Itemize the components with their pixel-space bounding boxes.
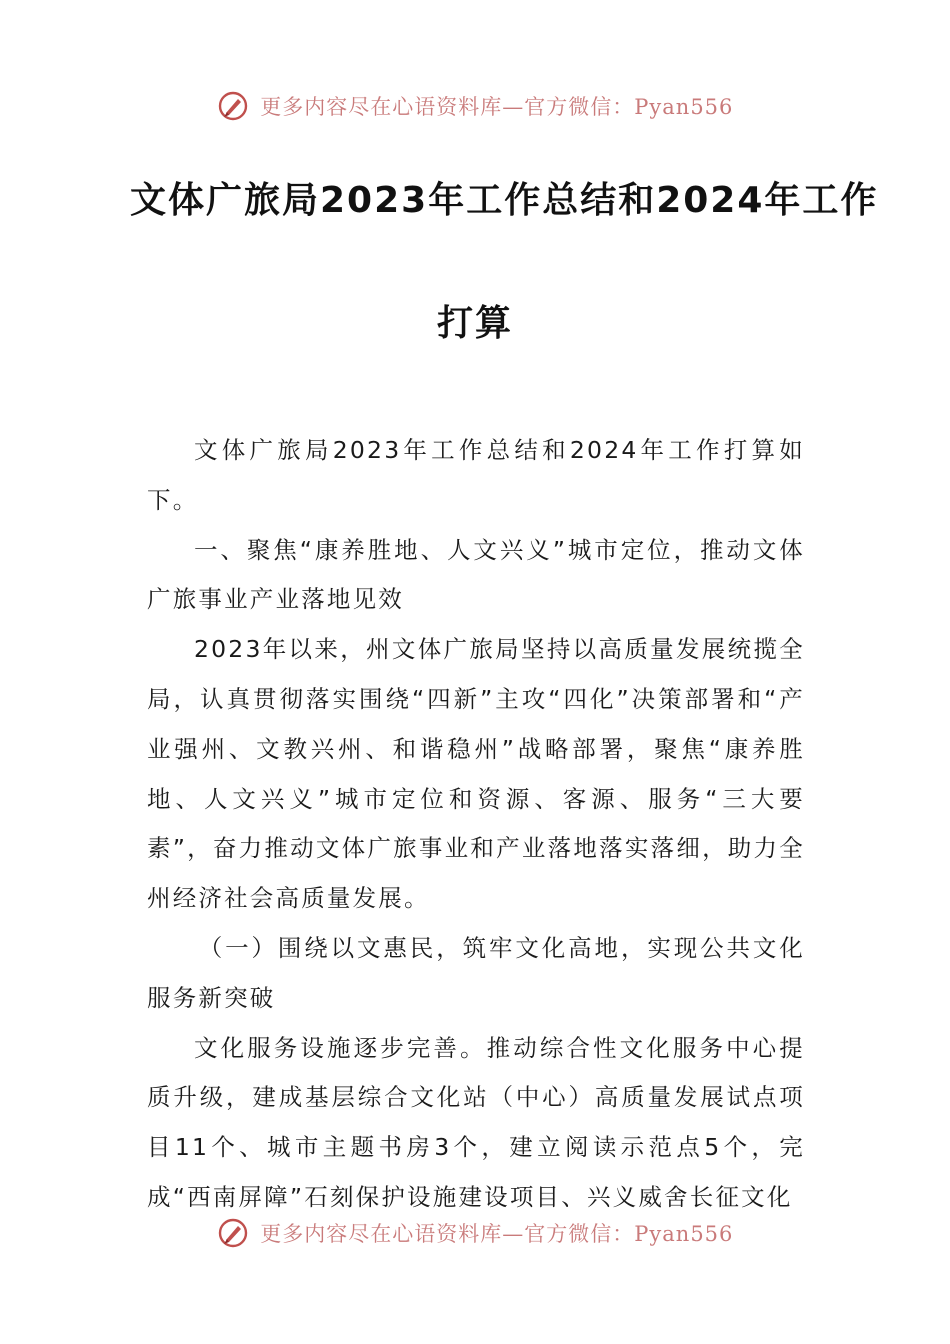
watermark-text: 更多内容尽在心语资料库—官方微信：Pyan556 xyxy=(260,95,734,119)
body-paragraph: 文化服务设施逐步完善。推动综合性文化服务中心提质升级，建成基层综合文化站（中心）高质量发展试点项目11个、城市主题书房3个，建立阅读示范点5个，完成“西南屏障”石刻保护设施建设项目、兴义威舍长征文化 xyxy=(147,1033,805,1211)
intro-paragraph: 文体广旅局2023年工作总结和2024年工作打算如下。 xyxy=(147,436,805,514)
document-title-line-1: 文体广旅局2023年工作总结和2024年工作 xyxy=(130,180,879,221)
header-watermark xyxy=(0,90,950,122)
pen-circle-logo-icon xyxy=(217,90,249,122)
body-paragraph: 2023年以来，州文体广旅局坚持以高质量发展统揽全局，认真贯彻落实围绕“四新”主攻“四化”决策部署和“产业强州、文教兴州、和谐稳州”战略部署，聚焦“康养胜地、人文兴义”城市定位和资源、客源、服务“三大要素”，奋力推动文体广旅事业和产业落地落实落细，助力全州经济社会高质量发展。 xyxy=(147,635,805,913)
pen-circle-logo-icon xyxy=(217,1217,249,1249)
subsection-heading-1: （一）围绕以文惠民，筑牢文化高地，实现公共文化服务新突破 xyxy=(147,933,805,1012)
watermark-text: 更多内容尽在心语资料库—官方微信：Pyan556 xyxy=(260,1222,734,1246)
document-body xyxy=(147,426,805,1223)
document-title-line-2: 打算 xyxy=(436,303,513,344)
section-heading-1: 一、聚焦“康养胜地、人文兴义”城市定位，推动文体广旅事业产业落地见效 xyxy=(147,535,805,614)
footer-watermark xyxy=(0,1217,950,1249)
